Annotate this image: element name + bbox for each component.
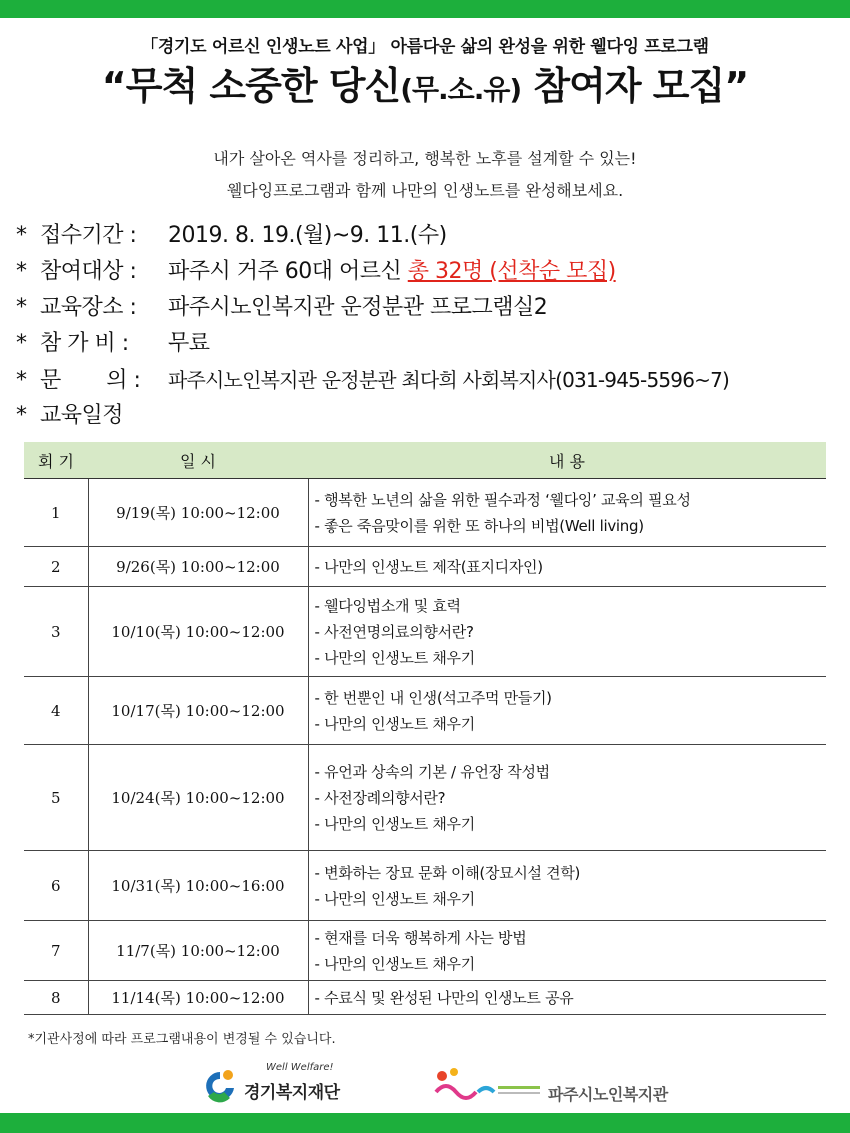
content-item: - 나만의 인생노트 채우기 <box>314 954 475 973</box>
target-value: 파주시 거주 60대 어르신 <box>168 259 402 284</box>
logo1-name: 경기복지재단 <box>244 1083 340 1103</box>
gyeonggi-welfare-emblem-icon <box>200 1066 240 1106</box>
info-fee <box>16 326 846 362</box>
schedule-body <box>24 479 826 1015</box>
paju-senior-welfare-logo <box>432 1062 672 1106</box>
content-item: - 사전장례의향서란? <box>314 788 446 807</box>
happy-world-emblem-icon <box>432 1062 544 1106</box>
contact-value: 파주시노인복지관 운정분관 최다희 사회복지사(031-945-5596~7) <box>168 368 730 392</box>
bullet-star: * <box>16 403 27 428</box>
info-list <box>16 218 846 434</box>
info-place <box>16 290 846 326</box>
intro-text <box>0 143 850 207</box>
header-datetime: 일 시 <box>88 442 308 479</box>
schedule-header-row <box>24 442 826 479</box>
session-content <box>308 851 826 921</box>
session-number: 2 <box>24 547 88 587</box>
session-content <box>308 479 826 547</box>
table-row <box>24 587 826 677</box>
content-item: - 변화하는 장묘 문화 이해(장묘시설 견학) <box>314 863 581 882</box>
header-session: 회 기 <box>24 442 88 479</box>
info-target <box>16 254 846 290</box>
session-content <box>308 981 826 1015</box>
intro-line-1: 내가 살아온 역사를 정리하고, 행복한 노후를 설계할 수 있는! <box>213 149 637 168</box>
session-datetime: 11/7(목) 10:00~12:00 <box>88 921 308 981</box>
fee-value: 무료 <box>168 331 210 356</box>
session-number: 3 <box>24 587 88 677</box>
session-number: 4 <box>24 677 88 745</box>
contact-label: 문 의 : <box>40 368 141 393</box>
bullet-star: * <box>16 223 27 248</box>
bottom-green-bar <box>0 1113 850 1133</box>
logo1-tagline: Well Welfare! <box>266 1062 334 1073</box>
info-period <box>16 218 846 254</box>
period-label: 접수기간 : <box>40 223 137 248</box>
title-part1: “무척 소중한 당신 <box>101 64 401 108</box>
session-datetime: 10/17(목) 10:00~12:00 <box>88 677 308 745</box>
place-label: 교육장소 : <box>40 295 137 320</box>
schedule-table <box>24 442 826 1015</box>
session-number: 1 <box>24 479 88 547</box>
session-content <box>308 677 826 745</box>
session-content <box>308 745 826 851</box>
session-content <box>308 547 826 587</box>
bullet-star: * <box>16 368 27 393</box>
place-value: 파주시노인복지관 운정분관 프로그램실2 <box>168 295 548 320</box>
bullet-star: * <box>16 259 27 284</box>
table-row <box>24 677 826 745</box>
content-item: - 현재를 더욱 행복하게 사는 방법 <box>314 928 527 947</box>
target-highlight: 총 32명 (선착순 모집) <box>407 259 616 284</box>
top-green-bar <box>0 0 850 18</box>
content-item: - 좋은 죽음맞이를 위한 또 하나의 비법(Well living) <box>314 516 644 535</box>
content-item: - 행복한 노년의 삶을 위한 필수과정 ‘웰다잉’ 교육의 필요성 <box>314 490 691 509</box>
content-item: - 나만의 인생노트 제작(표지디자인) <box>314 557 543 576</box>
session-number: 5 <box>24 745 88 851</box>
header-content: 내 용 <box>308 442 826 479</box>
content-item: - 나만의 인생노트 채우기 <box>314 814 475 833</box>
table-row <box>24 547 826 587</box>
session-datetime: 10/31(목) 10:00~16:00 <box>88 851 308 921</box>
table-row <box>24 921 826 981</box>
table-row <box>24 745 826 851</box>
title-part3: 참여자 모집” <box>521 64 749 108</box>
table-row <box>24 479 826 547</box>
content-item: - 나만의 인생노트 채우기 <box>314 714 475 733</box>
session-datetime: 9/26(목) 10:00~12:00 <box>88 547 308 587</box>
fee-label: 참 가 비 : <box>40 331 129 356</box>
session-datetime: 9/19(목) 10:00~12:00 <box>88 479 308 547</box>
session-number: 7 <box>24 921 88 981</box>
content-item: - 웰다잉법소개 및 효력 <box>314 596 461 615</box>
footnote: *기관사정에 따라 프로그램내용이 변경될 수 있습니다. <box>28 1032 336 1047</box>
intro-line-2: 웰다잉프로그램과 함께 나만의 인생노트를 완성해보세요. <box>226 181 624 200</box>
session-content <box>308 587 826 677</box>
content-item: - 유언과 상속의 기본 / 유언장 작성법 <box>314 762 550 781</box>
info-schedule <box>16 398 846 434</box>
table-row <box>24 981 826 1015</box>
period-value: 2019. 8. 19.(월)~9. 11.(수) <box>168 223 447 248</box>
session-number: 6 <box>24 851 88 921</box>
content-item: - 수료식 및 완성된 나만의 인생노트 공유 <box>314 988 574 1007</box>
logo2-name: 파주시노인복지관 <box>548 1085 668 1104</box>
content-item: - 나만의 인생노트 채우기 <box>314 648 475 667</box>
info-contact <box>16 362 846 398</box>
session-datetime: 10/10(목) 10:00~12:00 <box>88 587 308 677</box>
title-part2: (무.소.유) <box>400 73 522 106</box>
target-label: 참여대상 : <box>40 259 137 284</box>
session-content <box>308 921 826 981</box>
table-row <box>24 851 826 921</box>
session-number: 8 <box>24 981 88 1015</box>
content-item: - 한 번뿐인 내 인생(석고주먹 만들기) <box>314 688 552 707</box>
schedule-label: 교육일정 <box>40 403 124 428</box>
bullet-star: * <box>16 331 27 356</box>
content-item: - 사전연명의료의향서란? <box>314 622 474 641</box>
content-item: - 나만의 인생노트 채우기 <box>314 889 475 908</box>
program-subtitle: 「경기도 어르신 인생노트 사업」 아름다운 삶의 완성을 위한 웰다잉 프로그램 <box>141 37 709 57</box>
gyeonggi-welfare-logo <box>200 1062 380 1106</box>
page-title <box>0 62 850 114</box>
bullet-star: * <box>16 295 27 320</box>
session-datetime: 11/14(목) 10:00~12:00 <box>88 981 308 1015</box>
session-datetime: 10/24(목) 10:00~12:00 <box>88 745 308 851</box>
